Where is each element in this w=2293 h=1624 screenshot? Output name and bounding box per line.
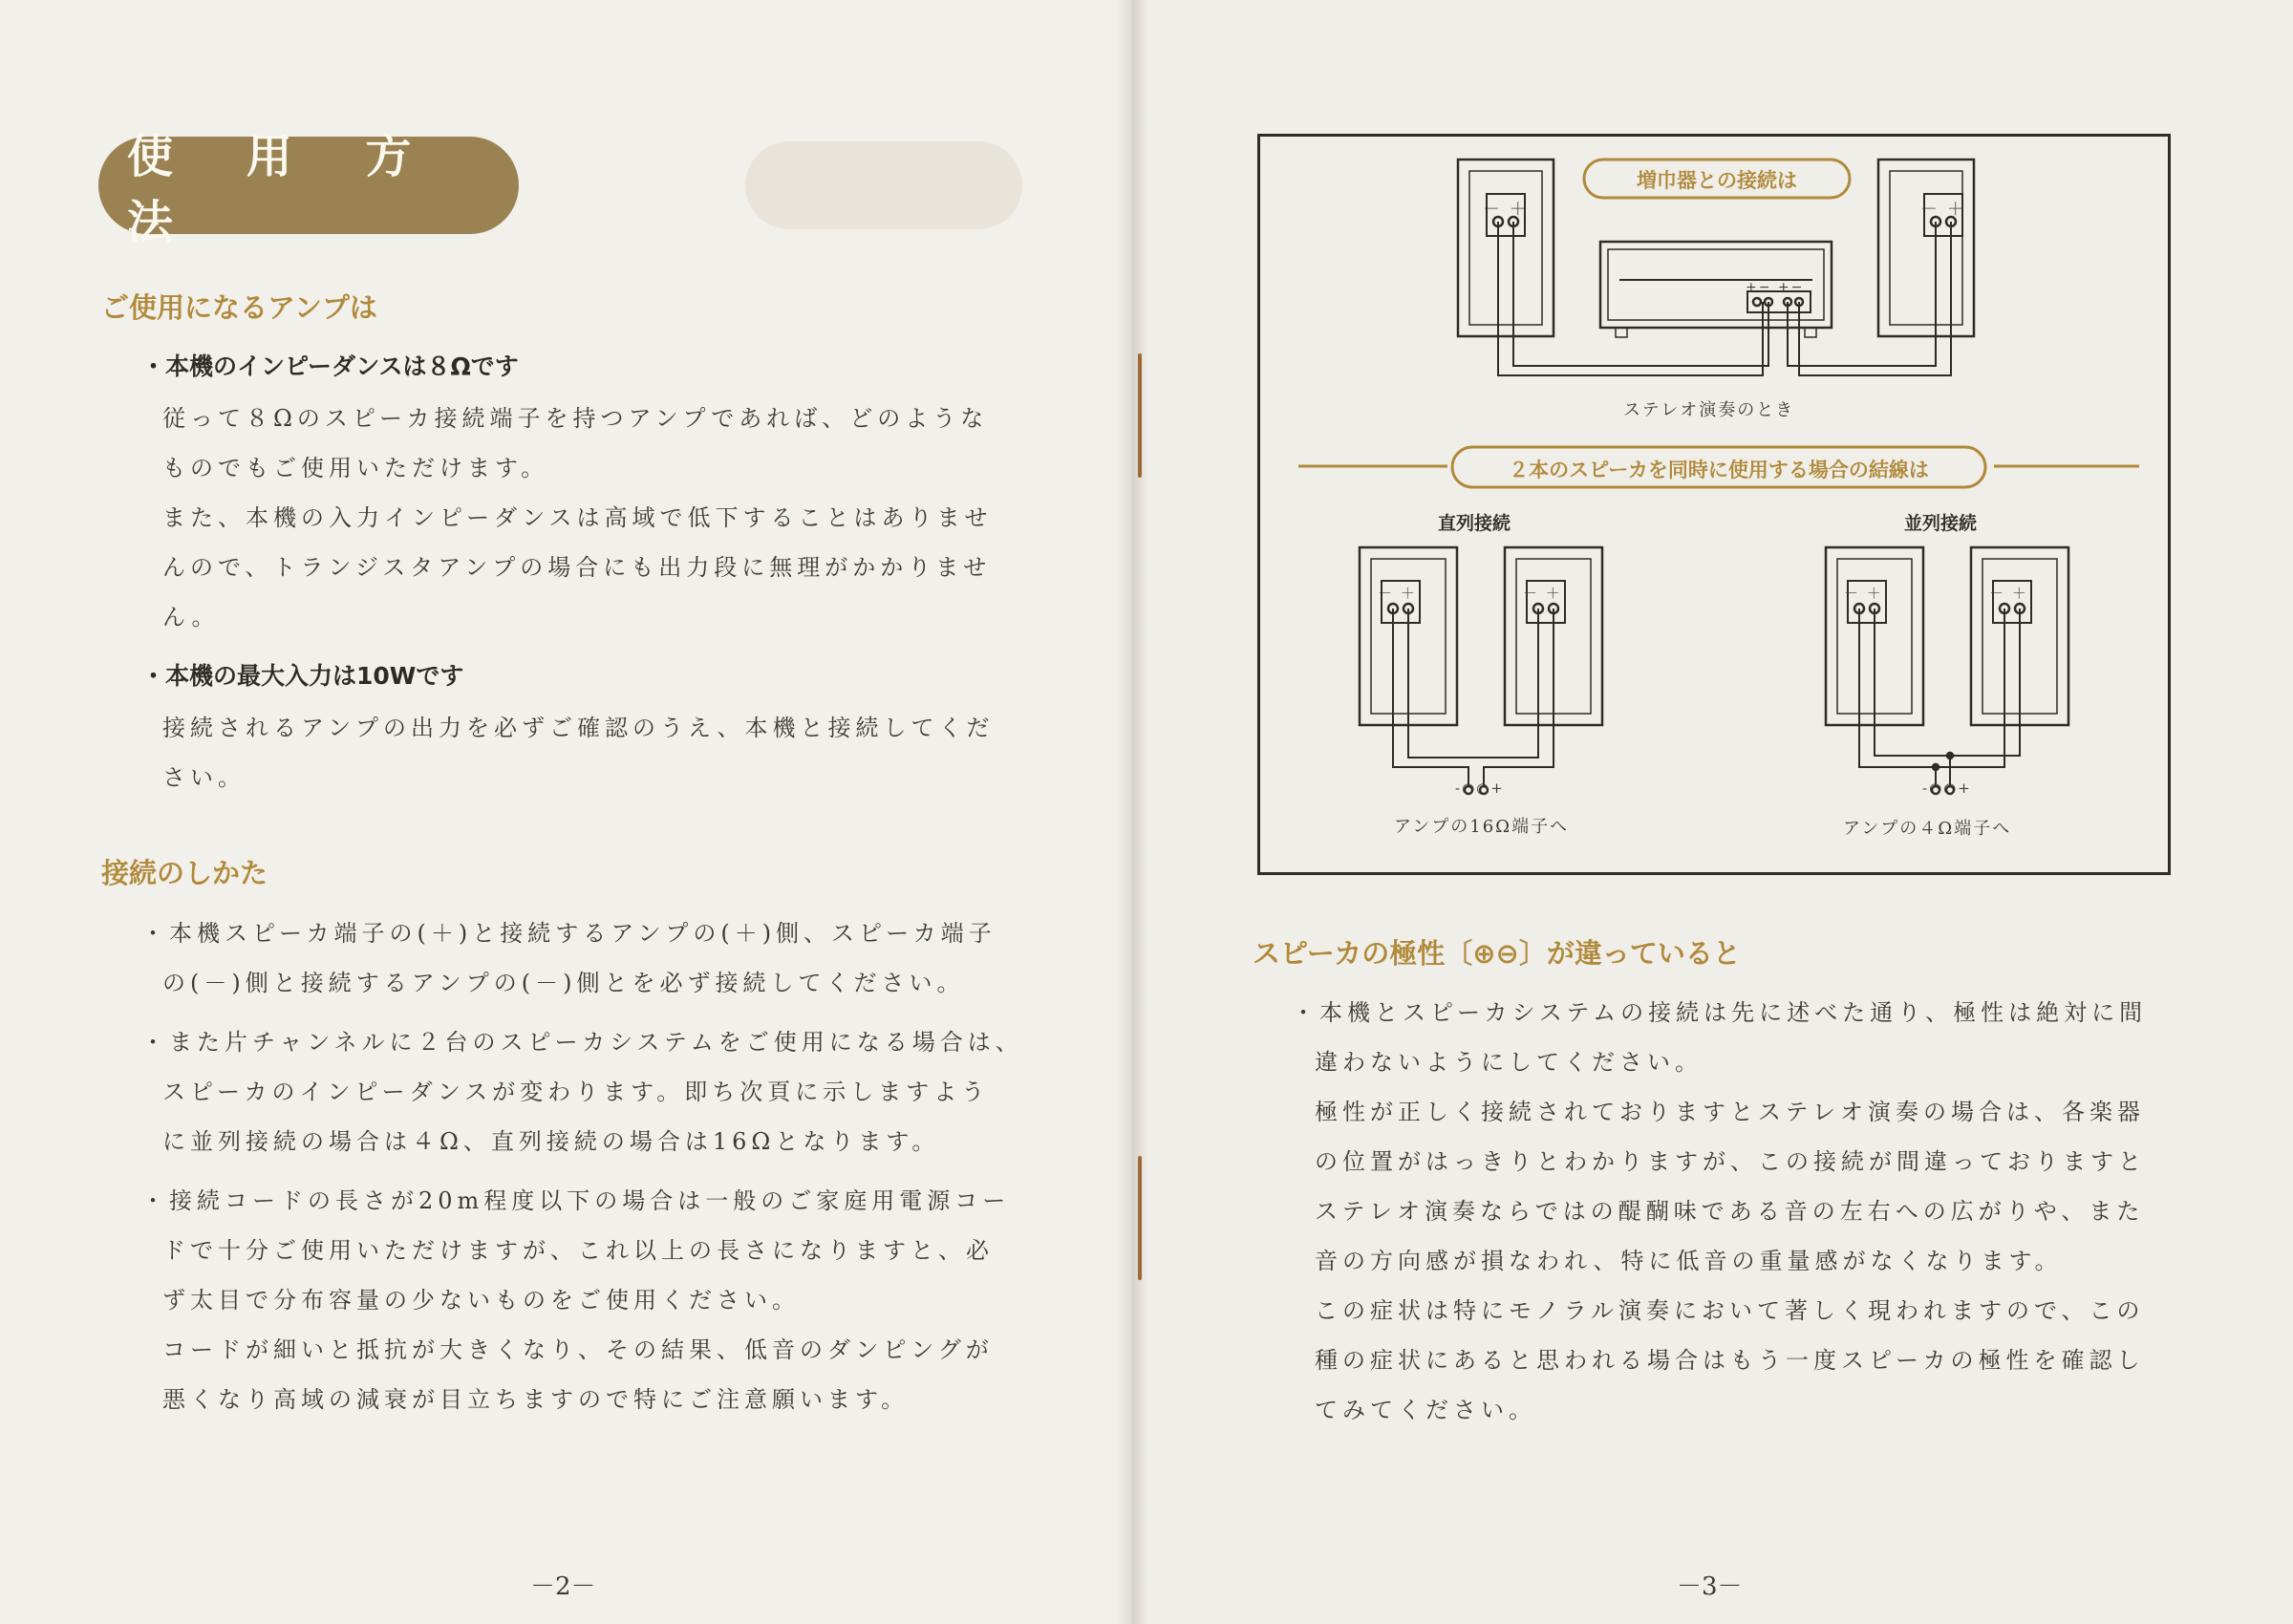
bleed-through-pill [745, 141, 1022, 229]
body-line: に並列接続の場合は４Ω、直列接続の場合は16Ωとなります。 [162, 1128, 940, 1155]
terminal-polarity-label: － ＋ [1378, 585, 1417, 602]
bullet-heading-impedance: ・本機のインピーダンスは８Ωです [141, 353, 519, 380]
terminal-polarity-label: － ＋ [1844, 585, 1883, 602]
book-gutter [1116, 0, 1148, 1624]
page-number-right: －3－ [1677, 1572, 1743, 1601]
body-line: 従って８Ωのスピーカ接続端子を持つアンプであれば、どのような [162, 405, 989, 432]
body-line: の(－)側と接続するアンプの(－)側とを必ず接続してください。 [162, 970, 965, 996]
body-line: ものでもご使用いただけます。 [162, 455, 549, 481]
body-line: ・また片チャンネルに２台のスピーカシステムをご使用になる場合は、 [141, 1029, 1023, 1056]
section-heading-polarity: スピーカの極性〔⊕⊖〕が違っていると [1253, 937, 1741, 970]
body-line: 接続されるアンプの出力を必ずご確認のうえ、本機と接続してくだ [162, 715, 995, 741]
connection-diagram [1257, 134, 2171, 875]
terminal-polarity-label: － ＋ [1989, 585, 2028, 602]
body-line: また、本機の入力インピーダンスは高域で低下することはありませ [162, 504, 993, 531]
amp-connection-label: 増巾器との接続は [1637, 169, 1797, 192]
parallel-output-terminals: -○○+ [1922, 780, 1972, 797]
body-line: ん。 [162, 604, 220, 630]
terminal-polarity-label: － ＋ [1523, 585, 1562, 602]
series-output-terminals: -○○+ [1455, 780, 1505, 797]
speaker-stereo-right [1878, 160, 1974, 336]
body-line: さい。 [162, 764, 246, 791]
speaker-stereo-left [1458, 160, 1554, 336]
stereo-caption: ステレオ演奏のとき [1623, 400, 1795, 420]
parallel-label: 並列接続 [1904, 513, 1978, 534]
page-number-left: －2－ [530, 1572, 596, 1601]
page-title: 使 用 方 法 [127, 130, 440, 249]
body-line: 極性が正しく接続されておりますとステレオ演奏の場合は、各楽器 [1315, 1099, 2146, 1125]
section-heading-connection: 接続のしかた [101, 857, 268, 889]
body-line: ステレオ演奏ならではの醍醐味である音の左右への広がりや、また [1315, 1198, 2145, 1225]
body-line: ず太目で分布容量の少ないものをご使用ください。 [162, 1287, 800, 1314]
diagram-drawing [1260, 137, 2174, 878]
terminal-polarity-label: － ＋ [1920, 200, 1966, 220]
body-line: この症状は特にモノラル演奏において著しく現われますので、この [1315, 1297, 2145, 1324]
body-line: 違わないようにしてください。 [1315, 1049, 1703, 1076]
bullet-heading-max-input: ・本機の最大入力は10Wです [141, 662, 464, 690]
series-caption: アンプの16Ω端子へ [1394, 817, 1570, 837]
body-line: 悪くなり高域の減衰が目立ちますので特にご注意願います。 [162, 1386, 910, 1413]
body-line: んので、トランジスタアンプの場合にも出力段に無理がかかりませ [162, 554, 992, 581]
body-line: てみてください。 [1315, 1397, 1536, 1423]
terminal-polarity-label: － ＋ [1483, 200, 1529, 220]
section-heading-amp: ご使用になるアンプは [101, 291, 377, 324]
body-line: 音の方向感が損なわれ、特に低音の重量感がなくなります。 [1315, 1248, 2063, 1274]
body-line: ドで十分ご使用いただけますが、これ以上の長さになりますと、必 [162, 1237, 994, 1264]
body-line: コードが細いと抵抗が大きくなり、その結果、低音のダンピングが [162, 1336, 994, 1363]
body-line: ・接続コードの長さが20m程度以下の場合は一般のご家庭用電源コー [141, 1187, 1011, 1214]
page-title-pill [98, 130, 519, 249]
two-speaker-label: ２本のスピーカを同時に使用する場合の結線は [1509, 459, 1929, 481]
body-line: スピーカのインピーダンスが変わります。即ち次頁に示しますよう [162, 1079, 990, 1105]
body-line: の位置がはっきりとわかりますが、この接続が間違っておりますと [1315, 1148, 2146, 1175]
series-label: 直列接続 [1438, 513, 1511, 534]
staple-top [1138, 353, 1142, 478]
body-line: ・本機スピーカ端子の(＋)と接続するアンプの(＋)側、スピーカ端子 [141, 920, 996, 947]
staple-bottom [1138, 1156, 1142, 1280]
body-line: ・本機とスピーカシステムの接続は先に述べた通り、極性は絶対に間 [1292, 999, 2148, 1026]
parallel-caption: アンプの４Ω端子へ [1843, 819, 2012, 839]
body-line: 種の症状にあると思われる場合はもう一度スピーカの極性を確認し [1315, 1347, 2145, 1374]
amp-terminal-label: +− +− [1746, 280, 1805, 295]
